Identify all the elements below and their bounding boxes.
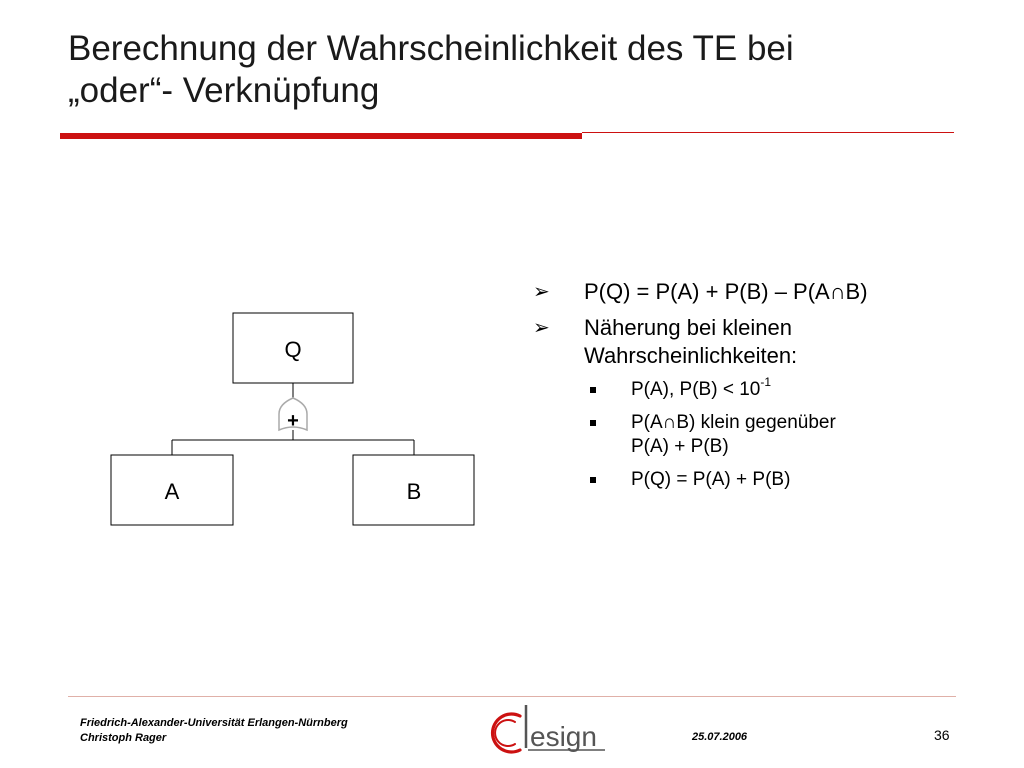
title-underline-thick <box>60 133 582 139</box>
bullet-approx-line2: Wahrscheinlichkeiten: <box>584 343 798 368</box>
arrow-bullet-icon: ➢ <box>533 281 550 303</box>
sub-bullet-small-probability <box>530 374 970 402</box>
title-underline-thin <box>582 132 954 133</box>
footer-date: 25.07.2006 <box>692 731 748 743</box>
input-a-label: A <box>164 479 180 504</box>
bullet-list <box>530 278 970 501</box>
footer-author: Christoph Rager <box>80 732 167 744</box>
bullet-approx-line1: Näherung bei kleinen <box>584 315 792 340</box>
title-line-1: Berechnung der Wahrscheinlichkeit des TE bei <box>68 29 794 68</box>
or-gate-symbol: + <box>287 410 299 432</box>
footer-divider <box>68 696 956 697</box>
sub-bullet-2-line1: P(A∩B) klein gegenüber <box>631 412 836 433</box>
square-bullet-icon <box>590 477 596 483</box>
square-bullet-icon <box>590 387 596 393</box>
arrow-bullet-icon: ➢ <box>533 317 550 339</box>
sub-bullet-1-text: P(A), P(B) < 10 <box>631 379 761 400</box>
sub-bullet-2-line2: P(A) + P(B) <box>631 436 729 457</box>
sub-bullet-intersection <box>530 411 970 459</box>
square-bullet-icon <box>590 420 596 426</box>
page-number: 36 <box>934 727 950 743</box>
footer-institution: Friedrich-Alexander-Universität Erlangen-Nürnberg <box>80 717 348 729</box>
logo-text: esign <box>530 721 597 752</box>
sub-bullet-3-text: P(Q) = P(A) + P(B) <box>631 469 791 490</box>
sub-bullet-1-exponent: -1 <box>760 374 772 389</box>
footer-credits <box>80 716 348 746</box>
bullet-approximation <box>530 314 970 370</box>
title-line-2: „oder“- Verknüpfung <box>68 71 380 110</box>
bullet-formula-text: P(Q) = P(A) + P(B) – P(A∩B) <box>584 279 868 304</box>
input-b-label: B <box>406 479 422 504</box>
slide-title <box>68 28 958 112</box>
top-event-label: Q <box>284 337 302 362</box>
bullet-formula <box>530 278 970 306</box>
design-logo <box>488 702 613 760</box>
sub-bullet-result <box>530 468 970 492</box>
fault-tree-diagram <box>100 300 490 540</box>
